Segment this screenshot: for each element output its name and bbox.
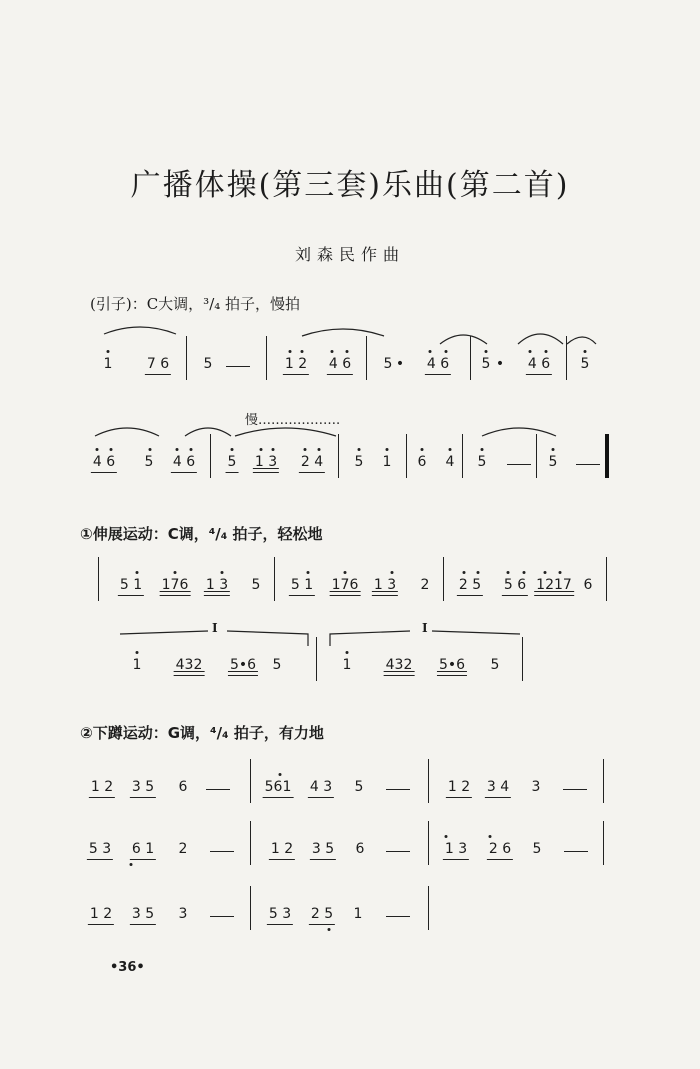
intro-heading: (引子)：C大调，³/₄ 拍子，慢拍	[90, 295, 301, 313]
octave-dot	[445, 350, 448, 353]
note: 4	[445, 454, 455, 470]
note: 1 2	[270, 841, 294, 857]
note: 1217	[536, 577, 572, 593]
dash-hold	[576, 464, 600, 465]
octave-dot	[221, 571, 224, 574]
dash-hold	[564, 851, 588, 852]
note: 3	[531, 779, 541, 795]
note: 6	[355, 841, 365, 857]
octave-dot	[346, 651, 349, 654]
note: 6	[583, 577, 593, 593]
note: 4 6	[527, 356, 551, 372]
octave-dot	[507, 571, 510, 574]
bar-line	[338, 434, 339, 478]
note: 5 1	[290, 577, 314, 593]
note: 3	[178, 906, 188, 922]
octave-dot	[301, 350, 304, 353]
note: 5•6	[229, 657, 257, 673]
bar-line	[250, 821, 251, 865]
octave-dot	[386, 448, 389, 451]
bar-line	[566, 336, 567, 380]
note: 5	[490, 657, 500, 673]
octave-dot	[445, 835, 448, 838]
octave-dot	[149, 448, 152, 451]
note: 5 3	[268, 906, 292, 922]
octave-dot	[477, 571, 480, 574]
note: 1 3	[444, 841, 468, 857]
octave-dot	[449, 448, 452, 451]
note: 2 6	[488, 841, 512, 857]
note: 4 6	[426, 356, 450, 372]
bar-line	[428, 759, 429, 803]
bar-line	[443, 557, 444, 601]
note: 176	[161, 577, 189, 593]
note: 5 6	[503, 577, 527, 593]
note: 5	[481, 356, 491, 372]
bar-line	[210, 434, 211, 478]
octave-dot	[176, 448, 179, 451]
bar-line	[462, 434, 463, 478]
bar-line	[186, 336, 187, 380]
note: 2 4	[300, 454, 324, 470]
octave-dot	[231, 448, 234, 451]
octave-dot	[344, 571, 347, 574]
note: 2 5	[458, 577, 482, 593]
octave-dot	[463, 571, 466, 574]
ending-2-label: I	[422, 621, 428, 635]
octave-dot	[552, 448, 555, 451]
octave-dot	[485, 350, 488, 353]
note: 1 2	[284, 356, 308, 372]
page-number: •36•	[110, 960, 145, 975]
note: 561	[264, 779, 292, 795]
dash-hold	[226, 366, 250, 367]
bar-line	[428, 821, 429, 865]
composer-credit: 刘森民作曲	[294, 245, 405, 264]
note: 1	[103, 356, 113, 372]
octave-dot	[545, 350, 548, 353]
note: 5	[251, 577, 261, 593]
note: 5	[383, 356, 393, 372]
octave-dot	[190, 448, 193, 451]
octave-dot-below	[130, 863, 133, 866]
dash-hold	[386, 851, 410, 852]
octave-dot	[136, 651, 139, 654]
note: 5 3	[88, 841, 112, 857]
octave-dot	[346, 350, 349, 353]
octave-dot	[421, 448, 424, 451]
note: 5	[144, 454, 154, 470]
dash-hold	[386, 789, 410, 790]
bar-line	[603, 759, 604, 803]
note: 5	[203, 356, 213, 372]
octave-dot-below	[328, 928, 331, 931]
ending-1-label: I	[212, 621, 218, 635]
squat-heading: ②下蹲运动：G调，⁴/₄ 拍子，有力地	[80, 724, 324, 742]
note: 5	[532, 841, 542, 857]
dash-hold	[210, 916, 234, 917]
octave-dot	[529, 350, 532, 353]
bar-line	[428, 886, 429, 930]
note: 7 6	[146, 356, 170, 372]
bar-line	[470, 336, 471, 380]
bar-line	[316, 637, 317, 681]
note: 3 5	[311, 841, 335, 857]
octave-dot	[358, 448, 361, 451]
note: 2	[178, 841, 188, 857]
note: 176	[331, 577, 359, 593]
note: •	[495, 356, 505, 372]
octave-dot	[429, 350, 432, 353]
bar-line	[274, 557, 275, 601]
note: 432	[385, 657, 413, 673]
note: 5	[272, 657, 282, 673]
note: 1 2	[90, 779, 114, 795]
octave-dot	[289, 350, 292, 353]
dash-hold	[507, 464, 531, 465]
bar-line	[266, 336, 267, 380]
bar-line	[606, 557, 607, 601]
bar-line	[536, 434, 537, 478]
note: 5	[548, 454, 558, 470]
bar-line	[250, 759, 251, 803]
note: 1 3	[254, 454, 278, 470]
note: 1	[132, 657, 142, 673]
octave-dot	[260, 448, 263, 451]
octave-dot	[136, 571, 139, 574]
octave-dot	[584, 350, 587, 353]
octave-dot	[544, 571, 547, 574]
note: 3 4	[486, 779, 510, 795]
octave-dot	[523, 571, 526, 574]
dash-hold	[206, 789, 230, 790]
note: 1 3	[373, 577, 397, 593]
note: 3 5	[131, 779, 155, 795]
bar-line	[522, 637, 523, 681]
note: 1	[342, 657, 352, 673]
bar-line	[603, 821, 604, 865]
note: 2 5	[310, 906, 334, 922]
octave-dot	[559, 571, 562, 574]
bar-line	[605, 434, 609, 478]
dash-hold	[210, 851, 234, 852]
note: 4 6	[92, 454, 116, 470]
slow-tempo-mark: 慢……………….	[245, 413, 341, 428]
note: 5	[477, 454, 487, 470]
stretch-heading: ①伸展运动：C调，⁴/₄ 拍子，轻松地	[80, 525, 323, 543]
note: 5	[580, 356, 590, 372]
note: 6	[417, 454, 427, 470]
note: 1	[353, 906, 363, 922]
song-title: 广播体操(第三套)乐曲(第二首)	[130, 168, 570, 203]
octave-dot	[174, 571, 177, 574]
note: 4 3	[309, 779, 333, 795]
note: 1	[382, 454, 392, 470]
octave-dot	[307, 571, 310, 574]
octave-dot	[96, 448, 99, 451]
octave-dot	[391, 571, 394, 574]
octave-dot	[110, 448, 113, 451]
note: 1 3	[205, 577, 229, 593]
note: 1 2	[89, 906, 113, 922]
octave-dot	[318, 448, 321, 451]
note: 5 1	[119, 577, 143, 593]
note: 1 2	[447, 779, 471, 795]
dash-hold	[563, 789, 587, 790]
bar-line	[98, 557, 99, 601]
octave-dot	[279, 773, 282, 776]
bar-line	[366, 336, 367, 380]
octave-dot	[272, 448, 275, 451]
note: 5•6	[438, 657, 466, 673]
octave-dot	[481, 448, 484, 451]
note: 5	[227, 454, 237, 470]
note: 5	[354, 779, 364, 795]
bar-line	[250, 886, 251, 930]
note: •	[395, 356, 405, 372]
bar-line	[406, 434, 407, 478]
note: 3 5	[131, 906, 155, 922]
octave-dot	[489, 835, 492, 838]
note: 4 6	[328, 356, 352, 372]
note: 432	[175, 657, 203, 673]
note: 6	[178, 779, 188, 795]
note: 6 1	[131, 841, 155, 857]
note: 4 6	[172, 454, 196, 470]
note: 2	[420, 577, 430, 593]
octave-dot	[107, 350, 110, 353]
dash-hold	[386, 916, 410, 917]
octave-dot	[304, 448, 307, 451]
octave-dot	[331, 350, 334, 353]
note: 5	[354, 454, 364, 470]
